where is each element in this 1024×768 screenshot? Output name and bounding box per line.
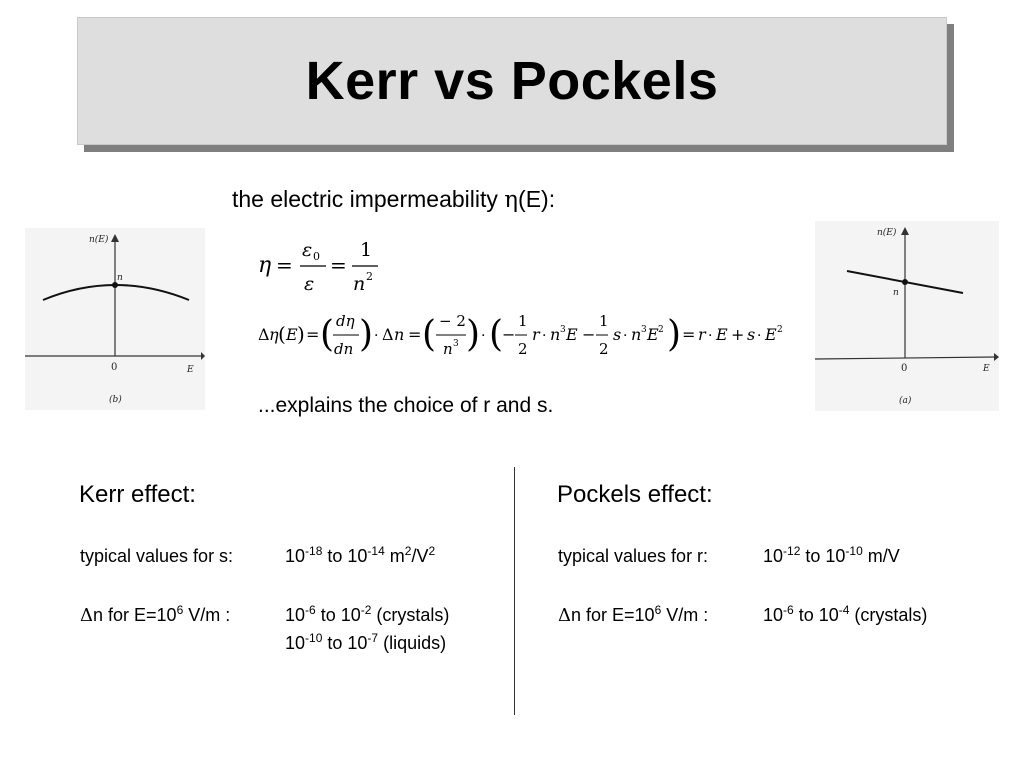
svg-text:3: 3: [560, 325, 566, 335]
svg-text:·: ·: [481, 328, 486, 344]
origin-label: 0: [901, 363, 908, 374]
svg-text:(: (: [278, 322, 286, 346]
plot-caption: (a): [899, 396, 912, 406]
svg-text:0: 0: [313, 250, 320, 263]
svg-text:r: r: [532, 325, 540, 344]
svg-text:2: 2: [658, 325, 664, 335]
origin-label: 0: [111, 362, 118, 373]
svg-text:2: 2: [518, 340, 528, 358]
svg-text:E: E: [716, 325, 728, 344]
n-label: n: [893, 288, 899, 298]
kerr-plot: [25, 228, 205, 410]
equation-eta-svg: [256, 234, 396, 298]
intercept-point: [902, 279, 908, 285]
svg-text:·: ·: [623, 328, 628, 344]
svg-text:− 2: − 2: [439, 312, 466, 330]
svg-text:=: =: [306, 325, 320, 344]
svg-text:dn: dn: [334, 340, 354, 358]
y-axis-arrow: [901, 227, 909, 235]
svg-text:Δ: Δ: [258, 325, 270, 344]
svg-text:n: n: [550, 325, 561, 344]
equation-delta-eta-svg: [256, 308, 801, 368]
svg-text:=: =: [682, 325, 696, 344]
svg-text:n: n: [631, 325, 642, 344]
svg-text:η: η: [258, 253, 272, 278]
svg-text:ε: ε: [302, 239, 313, 261]
svg-text:·: ·: [708, 328, 713, 344]
svg-text:n: n: [443, 340, 453, 358]
n-label: n: [117, 273, 123, 283]
svg-text:2: 2: [777, 325, 783, 335]
svg-text:−: −: [582, 325, 596, 344]
svg-text:E: E: [286, 325, 298, 344]
svg-text:n: n: [353, 273, 366, 295]
svg-text:): ): [297, 322, 305, 346]
x-axis-label: E: [983, 364, 990, 374]
y-axis-label: n(E): [877, 228, 897, 238]
kerr-dn-crystals: $10^{-6}$ to $10^{-2}$ (crystals): [285, 603, 450, 625]
plot-caption: (b): [109, 395, 122, 405]
svg-text:dη: dη: [336, 312, 355, 330]
svg-text:): ): [466, 314, 481, 355]
pockels-plot-svg: [815, 221, 999, 411]
svg-text:3: 3: [641, 325, 647, 335]
x-axis-label: E: [187, 365, 194, 375]
kerr-typical-label: typical values for s:: [80, 546, 234, 566]
pockels-typical-label: typical values for r:: [558, 546, 709, 566]
svg-text:E: E: [765, 325, 777, 344]
equation-delta-eta: [256, 308, 801, 372]
svg-text:Δ: Δ: [382, 325, 394, 344]
y-axis-arrow: [111, 234, 119, 242]
svg-text:−: −: [502, 325, 516, 344]
svg-text:1: 1: [360, 239, 373, 261]
pockels-dn-label: Δn for $E=10^6$ V/m :: [558, 603, 709, 626]
svg-text:(: (: [422, 314, 437, 355]
svg-text:n: n: [394, 325, 405, 344]
svg-text:s: s: [747, 325, 756, 344]
svg-text:): ): [359, 314, 374, 355]
pockels-typical-value: $10^{-12}$ to $10^{-10}$ m/V: [763, 544, 900, 566]
svg-text:1: 1: [518, 312, 528, 330]
kerr-typical-value: $10^{-18}$ to $10^{-14}$ $m^2/V^2$: [285, 544, 436, 566]
svg-text:s: s: [613, 325, 622, 344]
svg-text:E: E: [566, 325, 578, 344]
svg-text:3: 3: [453, 339, 459, 349]
explains-text: ...explains the choice of r and s.: [258, 394, 554, 417]
svg-text:=: =: [276, 253, 293, 277]
pockels-heading: Pockels effect:: [557, 481, 713, 508]
page-title: Kerr vs Pockels: [305, 51, 719, 111]
svg-text:E: E: [647, 325, 659, 344]
svg-text:ε: ε: [304, 273, 315, 295]
svg-text:η: η: [269, 325, 279, 344]
svg-text:2: 2: [599, 340, 609, 358]
svg-text:2: 2: [366, 270, 373, 283]
y-axis-label: n(E): [89, 235, 109, 245]
kerr-dn-liquids: $10^{-10}$ to $10^{-7}$ (liquids): [285, 631, 447, 653]
svg-text:): ): [667, 314, 682, 355]
intro-suffix: (E):: [518, 186, 556, 212]
column-divider: [514, 467, 515, 715]
kerr-heading: Kerr effect:: [79, 481, 196, 508]
svg-text:1: 1: [599, 312, 609, 330]
x-axis-arrow: [201, 352, 205, 360]
title-box: [77, 17, 947, 145]
intro-text: the electric impermeability: [232, 186, 498, 212]
impermeability-intro: [232, 186, 555, 213]
svg-text:·: ·: [757, 328, 762, 344]
equation-eta: [256, 234, 396, 302]
svg-text:(: (: [489, 314, 504, 355]
svg-text:·: ·: [374, 328, 379, 344]
eta-symbol: η: [504, 187, 519, 213]
pockels-dn-crystals: $10^{-6}$ to $10^{-4}$ (crystals): [763, 603, 928, 625]
svg-text:=: =: [408, 325, 422, 344]
svg-text:(: (: [320, 314, 335, 355]
x-axis-arrow: [994, 353, 999, 361]
kerr-dn-label: Δn for $E=10^6$ V/m :: [80, 603, 231, 626]
kerr-plot-svg: [25, 228, 205, 410]
svg-text:=: =: [330, 253, 347, 277]
pockels-plot: [815, 221, 999, 411]
svg-text:r: r: [698, 325, 706, 344]
svg-text:·: ·: [542, 328, 547, 344]
svg-text:+: +: [731, 325, 745, 344]
